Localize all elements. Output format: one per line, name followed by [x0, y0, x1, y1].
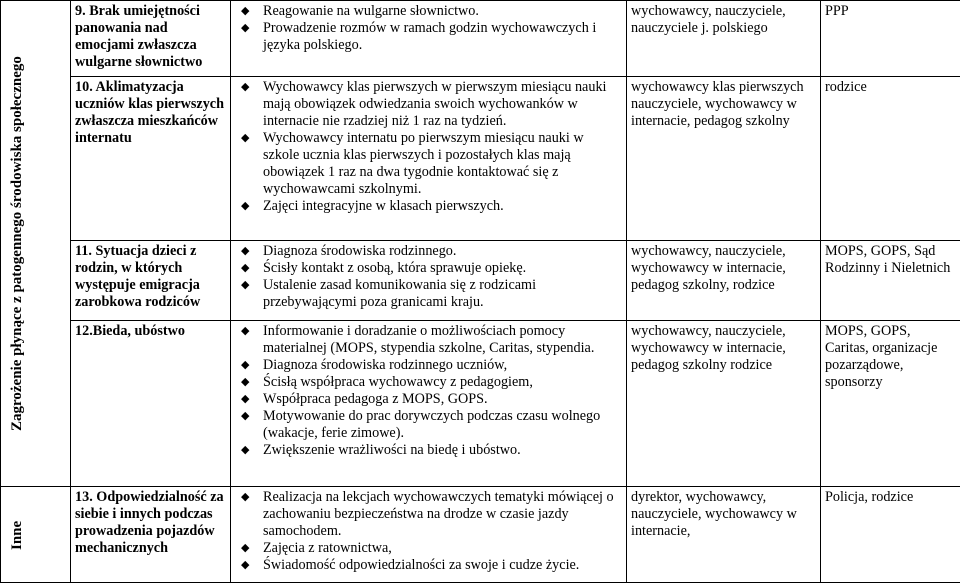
problem-cell: 9. Brak umiejętności panowania nad emocjami zwłaszcza wulgarne słownictwo	[71, 1, 231, 77]
list-item: ◆ Motywowanie do prac dorywczych podczas czasu wolnego (wakacje, ferie zimowe).	[263, 408, 622, 442]
table-row	[1, 241, 960, 321]
actions-cell	[231, 77, 627, 241]
list-item: ◆ Diagnoza środowiska rodzinnego.	[263, 243, 622, 260]
partners-cell: MOPS, GOPS, Sąd Rodzinny i Nieletnich	[821, 241, 960, 321]
category-label: Inne	[8, 519, 25, 550]
responsible-cell: wychowawcy, nauczyciele, wychowawcy w internacie, pedagog szkolny, rodzice	[627, 241, 821, 321]
table-row	[1, 1, 960, 77]
list-item: ◆ Prowadzenie rozmów w ramach godzin wychowawczych i języka polskiego.	[263, 20, 622, 54]
actions-cell	[231, 487, 627, 583]
list-item: ◆ Reagowanie na wulgarne słownictwo.	[263, 3, 622, 20]
actions-cell	[231, 1, 627, 77]
list-item: ◆ Diagnoza środowiska rodzinnego uczniów,	[263, 357, 622, 374]
list-item: ◆ Ustalenie zasad komunikowania się z rodzicami przebywającymi poza granicami kraju.	[263, 277, 622, 311]
list-item: ◆ Zajęcia z ratownictwa,	[263, 540, 622, 557]
list-item: ◆ Zajęci integracyjne w klasach pierwszych.	[263, 198, 622, 215]
list-item: ◆ Wychowawcy klas pierwszych w pierwszym miesiącu nauki mają obowiązek odwiedzania swoich wychowanków w internacie nie rzadziej niż 1 raz na tydzień.	[263, 79, 622, 130]
problem-cell: 11. Sytuacja dzieci z rodzin, w których występuje emigracja zarobkowa rodziców	[71, 241, 231, 321]
problem-cell: 13. Odpowiedzialność za siebie i innych podczas prowadzenia pojazdów mechanicznych	[71, 487, 231, 583]
actions-cell	[231, 321, 627, 487]
category-label: Zagrożenie płynące z patogennego środowiska społecznego	[8, 56, 25, 431]
actions-cell	[231, 241, 627, 321]
actions-list	[235, 3, 622, 54]
list-item: ◆ Realizacja na lekcjach wychowawczych tematyki mówiącej o zachowaniu bezpieczeństwa na drodze w czasie jazdy samochodem.	[263, 489, 622, 540]
responsible-cell: wychowawcy, nauczyciele, wychowawcy w internacie, pedagog szkolny rodzice	[627, 321, 821, 487]
problem-cell: 10. Aklimatyzacja uczniów klas pierwszych zwłaszcza mieszkańców internatu	[71, 77, 231, 241]
actions-list	[235, 323, 622, 459]
responsible-cell: dyrektor, wychowawcy, nauczyciele, wychowawcy w internacie,	[627, 487, 821, 583]
partners-cell: Policja, rodzice	[821, 487, 960, 583]
partners-cell: rodzice	[821, 77, 960, 241]
category-cell	[1, 487, 71, 583]
responsible-cell: wychowawcy klas pierwszych nauczyciele, wychowawcy w internacie, pedagog szkolny	[627, 77, 821, 241]
actions-list	[235, 243, 622, 311]
table-row	[1, 487, 960, 583]
list-item: ◆ Wychowawcy internatu po pierwszym miesiącu nauki w szkole ucznia klas pierwszych i pozostałych klas mają obowiązek 1 raz na dwa tygodnie kontaktować się z wychowawcami szkolnymi.	[263, 130, 622, 198]
responsible-cell: wychowawcy, nauczyciele, nauczyciele j. polskiego	[627, 1, 821, 77]
category-cell	[1, 1, 71, 487]
partners-cell: PPP	[821, 1, 960, 77]
list-item: ◆ Ścisły kontakt z osobą, która sprawuje opiekę.	[263, 260, 622, 277]
list-item: ◆ Świadomość odpowiedzialności za swoje i cudze życie.	[263, 557, 622, 574]
actions-list	[235, 489, 622, 574]
list-item: ◆ Ścisłą współpraca wychowawcy z pedagogiem,	[263, 374, 622, 391]
table-row	[1, 321, 960, 487]
partners-cell: MOPS, GOPS, Caritas, organizacje pozarządowe, sponsorzy	[821, 321, 960, 487]
actions-list	[235, 79, 622, 215]
problem-cell: 12.Bieda, ubóstwo	[71, 321, 231, 487]
list-item: ◆ Zwiększenie wrażliwości na biedę i ubóstwo.	[263, 442, 622, 459]
list-item: ◆ Współpraca pedagoga z MOPS, GOPS.	[263, 391, 622, 408]
table-row	[1, 77, 960, 241]
list-item: ◆ Informowanie i doradzanie o możliwościach pomocy materialnej (MOPS, stypendia szkolne, Caritas, stypendia.	[263, 323, 622, 357]
